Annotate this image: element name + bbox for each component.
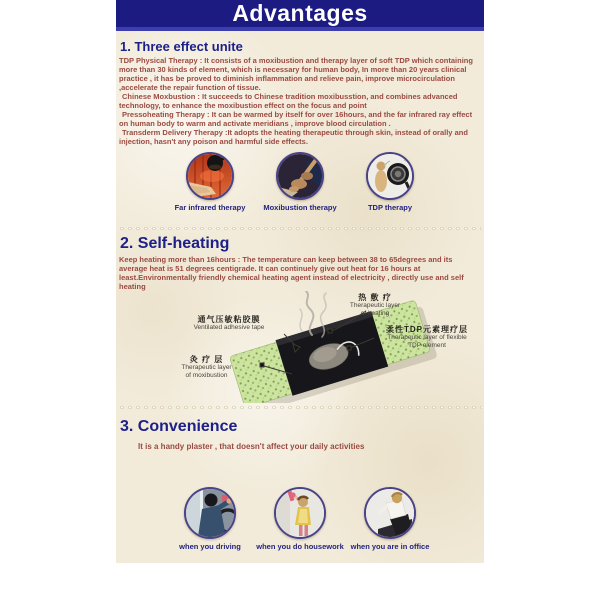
header-banner xyxy=(116,0,484,31)
paragraph-convenience: It is a handy plaster , that doesn't affect your daily activities xyxy=(138,442,365,451)
label-heating-layer xyxy=(334,293,416,317)
section2-heading: 2. Self-heating xyxy=(120,235,230,252)
section3-heading: 3. Convenience xyxy=(120,418,238,435)
tdp-lamp-photo xyxy=(366,152,414,200)
moxibustion-photo xyxy=(276,152,324,200)
therapy-item-far-infrared xyxy=(165,152,255,212)
tdp-lamp-photo-icon xyxy=(368,154,412,198)
paragraph-transderm-delivery: Transderm Delivery Therapy :It adopts the heating therapeutic through skin, instead of orally and injection, hasn't any poison and harmful side effects. xyxy=(119,128,468,146)
paragraph-tdp-physical-therapy: TDP Physical Therapy : It consists of a moxibustion and therapy layer of soft TDP which containing more than 30 kinds of element, which is necessary for human body, In more than 20 years clinical practice , it has be proved to diminish inflammation and relieve pain, improve microcirculation ,accelerate the repair function of tissue. xyxy=(119,56,473,92)
therapy-circle-row xyxy=(116,152,484,212)
paragraph-chinese-moxbustion: Chinese Moxbustion : It succeeds to Chinese tradition moxibusstion, and combines advanced technology, to enhance the moxibustion effect on the focus and point xyxy=(119,92,458,110)
heating-pad-diagram xyxy=(116,291,484,403)
office-photo-icon xyxy=(366,489,414,537)
section1-heading: 1. Three effect unite xyxy=(120,39,243,54)
label-moxibustion-layer-en1: Therapeutic layer xyxy=(181,364,232,371)
far-infrared-photo xyxy=(186,152,234,200)
label-moxibustion-layer xyxy=(154,355,259,379)
paragraph-self-heating: Keep heating more than 16hours : The temperature can keep between 38 to 65degrees and its average heat is 51 degrees centigrade. It can continuely give out heat for 16 hours at least.Environmentally friendly chemical heating agent instead of electricity , directly use and self heating xyxy=(119,255,464,291)
convenience-item-office xyxy=(345,487,435,551)
convenience-item-housework xyxy=(255,487,345,551)
label-flexible-tdp-en1: Therapeutic layer of flexible xyxy=(387,334,467,341)
caption-far-infrared: Far infrared therapy xyxy=(174,203,246,212)
office-photo xyxy=(364,487,416,539)
driving-photo-icon xyxy=(186,489,234,537)
ad-page xyxy=(116,0,484,563)
moxibustion-photo-icon xyxy=(278,154,322,198)
therapy-item-moxibustion xyxy=(255,152,345,212)
paragraph-pressoheating-therapy: Pressoheating Therapy : It can be warmed by itself for over 16hours, and the far infrared ray effect on human body to warm and activate meridians , improve blood circulation . xyxy=(119,110,473,128)
label-heating-layer-en1: Therapeutic layer xyxy=(349,302,401,309)
chain-divider-2 xyxy=(118,405,482,410)
caption-housework: when you do housework xyxy=(256,542,344,551)
page-title: Advantages xyxy=(232,0,368,26)
label-flexible-tdp-zh: 柔性TDP元素理疗层 xyxy=(386,325,468,334)
label-moxibustion-layer-zh: 灸 疗 层 xyxy=(189,355,224,364)
housework-photo xyxy=(274,487,326,539)
therapy-item-tdp xyxy=(345,152,435,212)
label-adhesive-tape-zh: 通气压敏粘胶膜 xyxy=(197,315,261,324)
caption-moxibustion: Moxibustion therapy xyxy=(263,203,337,212)
label-heating-layer-en2: of heating xyxy=(360,309,390,317)
housework-photo-icon xyxy=(276,489,324,537)
label-moxibustion-layer-en2: of moxibustion xyxy=(185,371,228,379)
convenience-item-driving xyxy=(165,487,255,551)
label-flexible-tdp-en2: TDP element xyxy=(408,341,446,349)
label-adhesive-tape xyxy=(174,315,284,332)
driving-photo xyxy=(184,487,236,539)
caption-tdp: TDP therapy xyxy=(367,203,413,212)
caption-office: when you are in office xyxy=(350,542,430,551)
label-adhesive-tape-en1: Ventilated adhesive tape xyxy=(193,324,265,331)
convenience-circle-row xyxy=(116,487,484,551)
label-flexible-tdp xyxy=(372,325,482,349)
chain-divider-1 xyxy=(118,226,482,231)
label-heating-layer-zh: 热 敷 疗 xyxy=(358,293,392,302)
section1-paragraphs xyxy=(116,56,484,146)
caption-driving: when you driving xyxy=(179,542,241,551)
far-infrared-photo-icon xyxy=(188,154,232,198)
